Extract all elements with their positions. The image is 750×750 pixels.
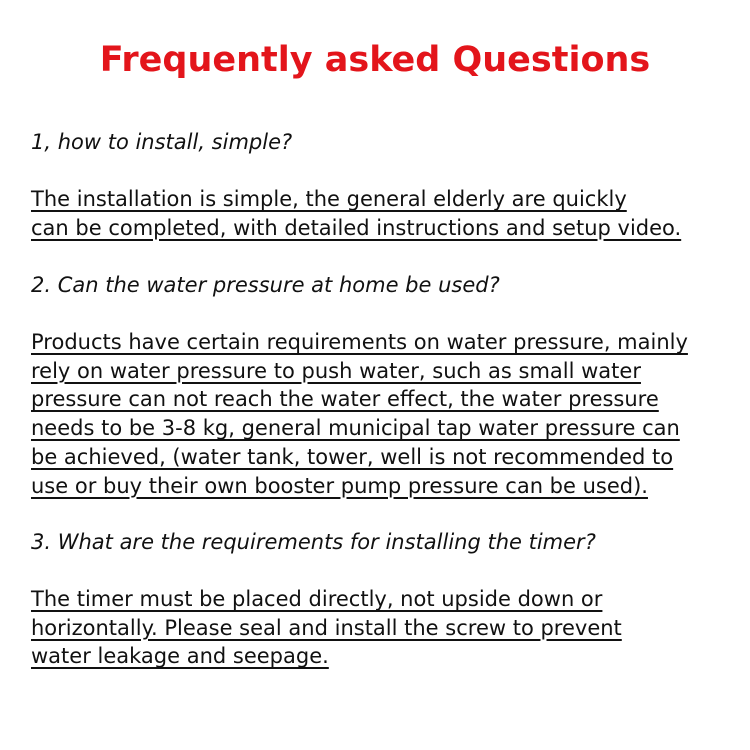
faq-answer-1 <box>31 185 731 242</box>
faq-question-1: 1, how to install, simple? <box>31 130 293 154</box>
faq-answer-line: The timer must be placed directly, not upside down or <box>31 587 603 611</box>
faq-answer-line: Products have certain requirements on water pressure, mainly <box>31 330 688 354</box>
faq-answer-line: water leakage and seepage. <box>31 644 329 669</box>
faq-answer-line: be achieved, (water tank, tower, well is not recommended to <box>31 444 674 469</box>
faq-answer-line: needs to be 3-8 kg, general municipal tap water pressure can <box>31 416 680 441</box>
faq-answer-line: horizontally. Please seal and install the screw to prevent <box>31 615 622 640</box>
page-title: Frequently asked Questions <box>99 40 651 80</box>
faq-answer-line: pressure can not reach the water effect, the water pressure <box>31 387 659 412</box>
faq-answer-3 <box>31 585 731 671</box>
faq-question-2: 2. Can the water pressure at home be used? <box>31 273 500 297</box>
faq-answer-line: can be completed, with detailed instructions and setup video. <box>31 215 682 240</box>
faq-answer-line: rely on water pressure to push water, such as small water <box>31 358 641 383</box>
faq-answer-2 <box>31 328 731 500</box>
faq-answer-line: use or buy their own booster pump pressure can be used). <box>31 473 648 498</box>
faq-question-3: 3. What are the requirements for installing the timer? <box>31 530 596 554</box>
faq-answer-line: The installation is simple, the general elderly are quickly <box>31 187 627 211</box>
